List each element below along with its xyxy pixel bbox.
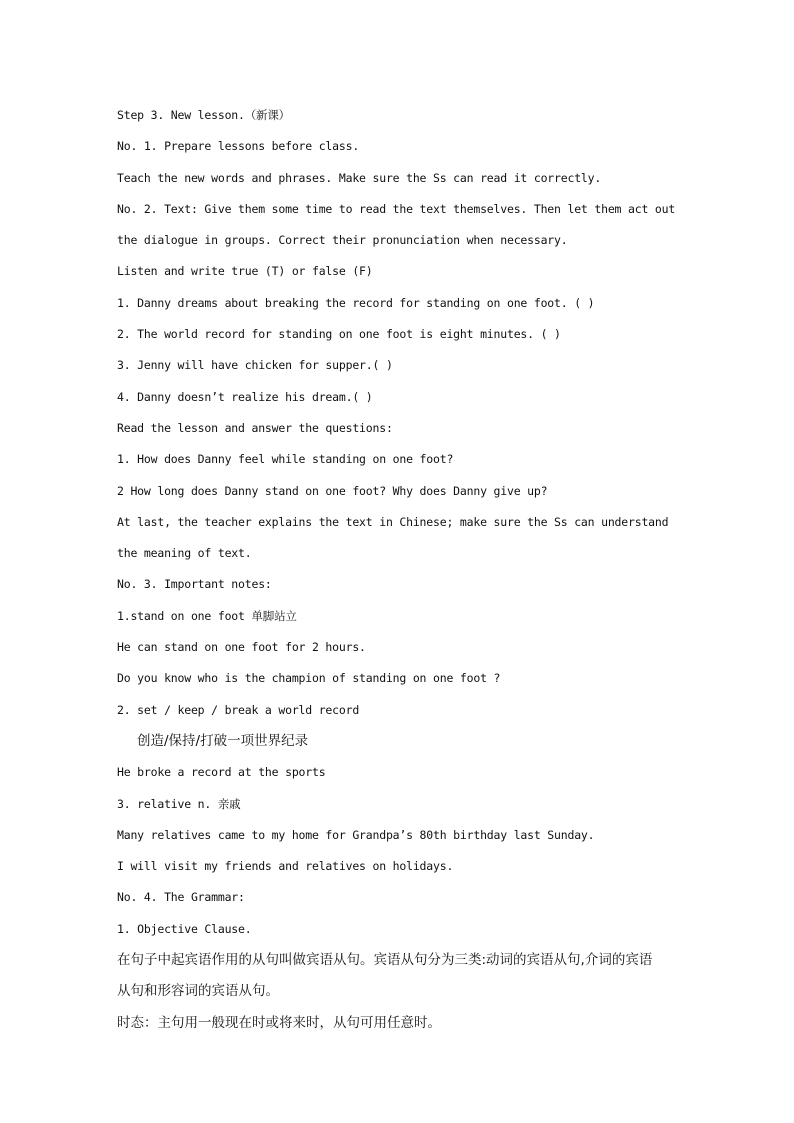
note-item-1: 1.stand on one foot 单脚站立	[117, 608, 297, 623]
grammar-item-1: 1. Objective Clause.	[117, 921, 252, 936]
exercise-instructions-true-false: Listen and write true (T) or false (F)	[117, 264, 373, 279]
paragraph-text-continued: the dialogue in groups. Correct their pronunciation when necessary.	[117, 233, 568, 248]
note-item-3: 3. relative n. 亲戚	[117, 796, 241, 811]
subheading-prepare-lessons: No. 1. Prepare lessons before class.	[117, 139, 360, 154]
paragraph-explain-chinese: At last, the teacher explains the text in Chinese; make sure the Ss can understand	[117, 514, 669, 529]
question-item-2: 2 How long does Danny stand on one foot? Why does Danny give up?	[117, 483, 548, 498]
document-body	[117, 100, 682, 1039]
grammar-explanation: 在句子中起宾语作用的从句叫做宾语从句。宾语从句分为三类:动词的宾语从句,介词的宾语	[117, 952, 653, 969]
note-item-2-translation: 创造/保持/打破一项世界纪录	[137, 732, 309, 749]
note-example-1: He can stand on one foot for 2 hours.	[117, 640, 366, 655]
true-false-item-4: 4. Danny doesn’t realize his dream.( )	[117, 389, 373, 404]
section-heading-step-3: Step 3. New lesson.（新课）	[117, 108, 290, 122]
true-false-item-3: 3. Jenny will have chicken for supper.( )	[117, 358, 393, 373]
true-false-item-2: 2. The world record for standing on one foot is eight minutes. ( )	[117, 327, 561, 342]
question-item-1: 1. How does Danny feel while standing on one foot?	[117, 452, 454, 467]
subheading-grammar: No. 4. The Grammar:	[117, 890, 245, 905]
subheading-important-notes: No. 3. Important notes:	[117, 577, 272, 592]
note-example-3: He broke a record at the sports	[117, 765, 326, 780]
note-example-4: Many relatives came to my home for Grandpa’s 80th birthday last Sunday.	[117, 827, 595, 842]
note-example-2: Do you know who is the champion of standing on one foot ?	[117, 671, 501, 686]
note-example-5: I will visit my friends and relatives on holidays.	[117, 859, 454, 874]
true-false-item-1: 1. Danny dreams about breaking the record for standing on one foot. ( )	[117, 295, 595, 310]
paragraph-explain-chinese-continued: the meaning of text.	[117, 546, 252, 561]
subheading-text: No. 2. Text: Give them some time to read the text themselves. Then let them act out	[117, 201, 676, 216]
grammar-tense-note: 时态：主句用一般现在时或将来时，从句可用任意时。	[117, 1014, 441, 1031]
note-item-2: 2. set / keep / break a world record	[117, 702, 360, 717]
grammar-explanation-continued: 从句和形容词的宾语从句。	[117, 983, 279, 1000]
exercise-instructions-questions: Read the lesson and answer the questions:	[117, 420, 393, 435]
paragraph-teach-words: Teach the new words and phrases. Make sure the Ss can read it correctly.	[117, 170, 602, 185]
